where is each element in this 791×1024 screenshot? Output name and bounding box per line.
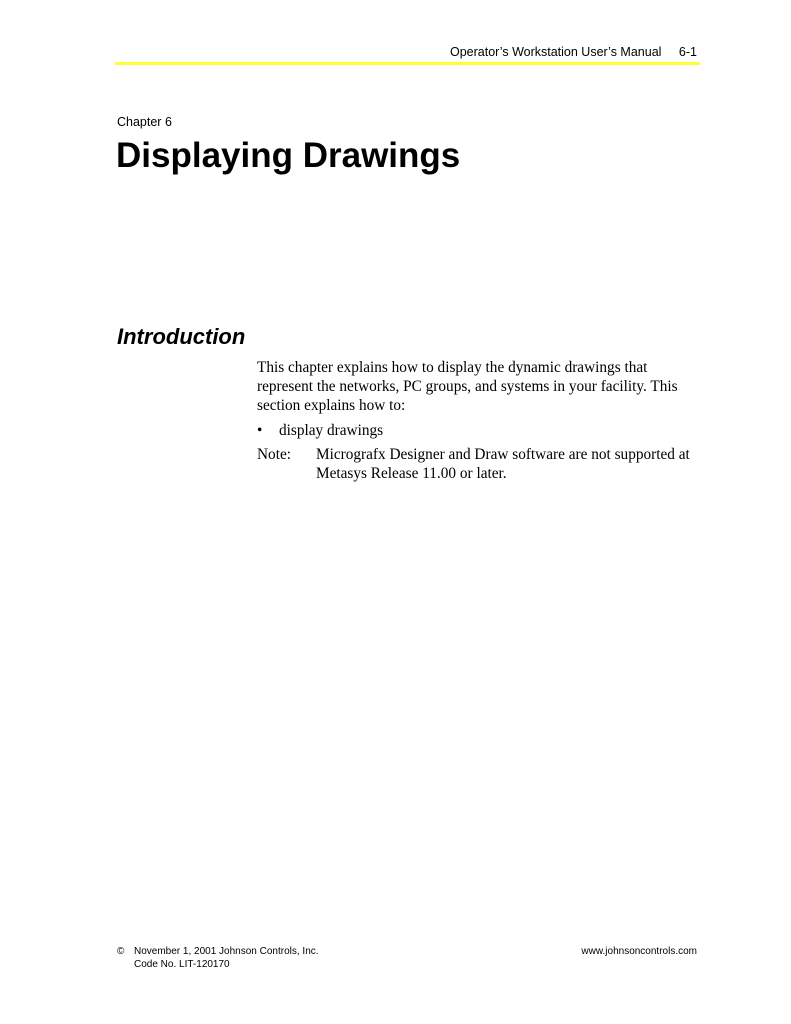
footer-date-company: November 1, 2001 Johnson Controls, Inc. (134, 946, 319, 957)
header-rule (115, 62, 700, 65)
list-item-text: display drawings (279, 422, 384, 439)
bullet-icon: • (257, 422, 263, 439)
section-heading-introduction: Introduction (117, 324, 246, 349)
footer-website: www.johnsoncontrols.com (581, 946, 697, 957)
manual-title: Operator’s Workstation User’s Manual (450, 45, 662, 59)
note (257, 445, 707, 483)
intro-paragraph: This chapter explains how to display the dynamic drawings that represent the networks, PC groups, and systems in your facility. This section explains how to: (257, 359, 678, 414)
chapter-label: Chapter 6 (117, 115, 172, 129)
footer-code-no: Code No. LIT-120170 (134, 959, 230, 970)
copyright-icon: © (117, 946, 125, 957)
list-item (257, 421, 707, 440)
page-number: 6-1 (678, 45, 697, 59)
chapter-title: Displaying Drawings (116, 136, 461, 175)
page-header (450, 45, 697, 59)
note-label: Note: (257, 446, 291, 463)
note-text: Micrografx Designer and Draw software are not supported at Metasys Release 11.00 or later. (316, 446, 690, 482)
footer-left (117, 945, 319, 971)
